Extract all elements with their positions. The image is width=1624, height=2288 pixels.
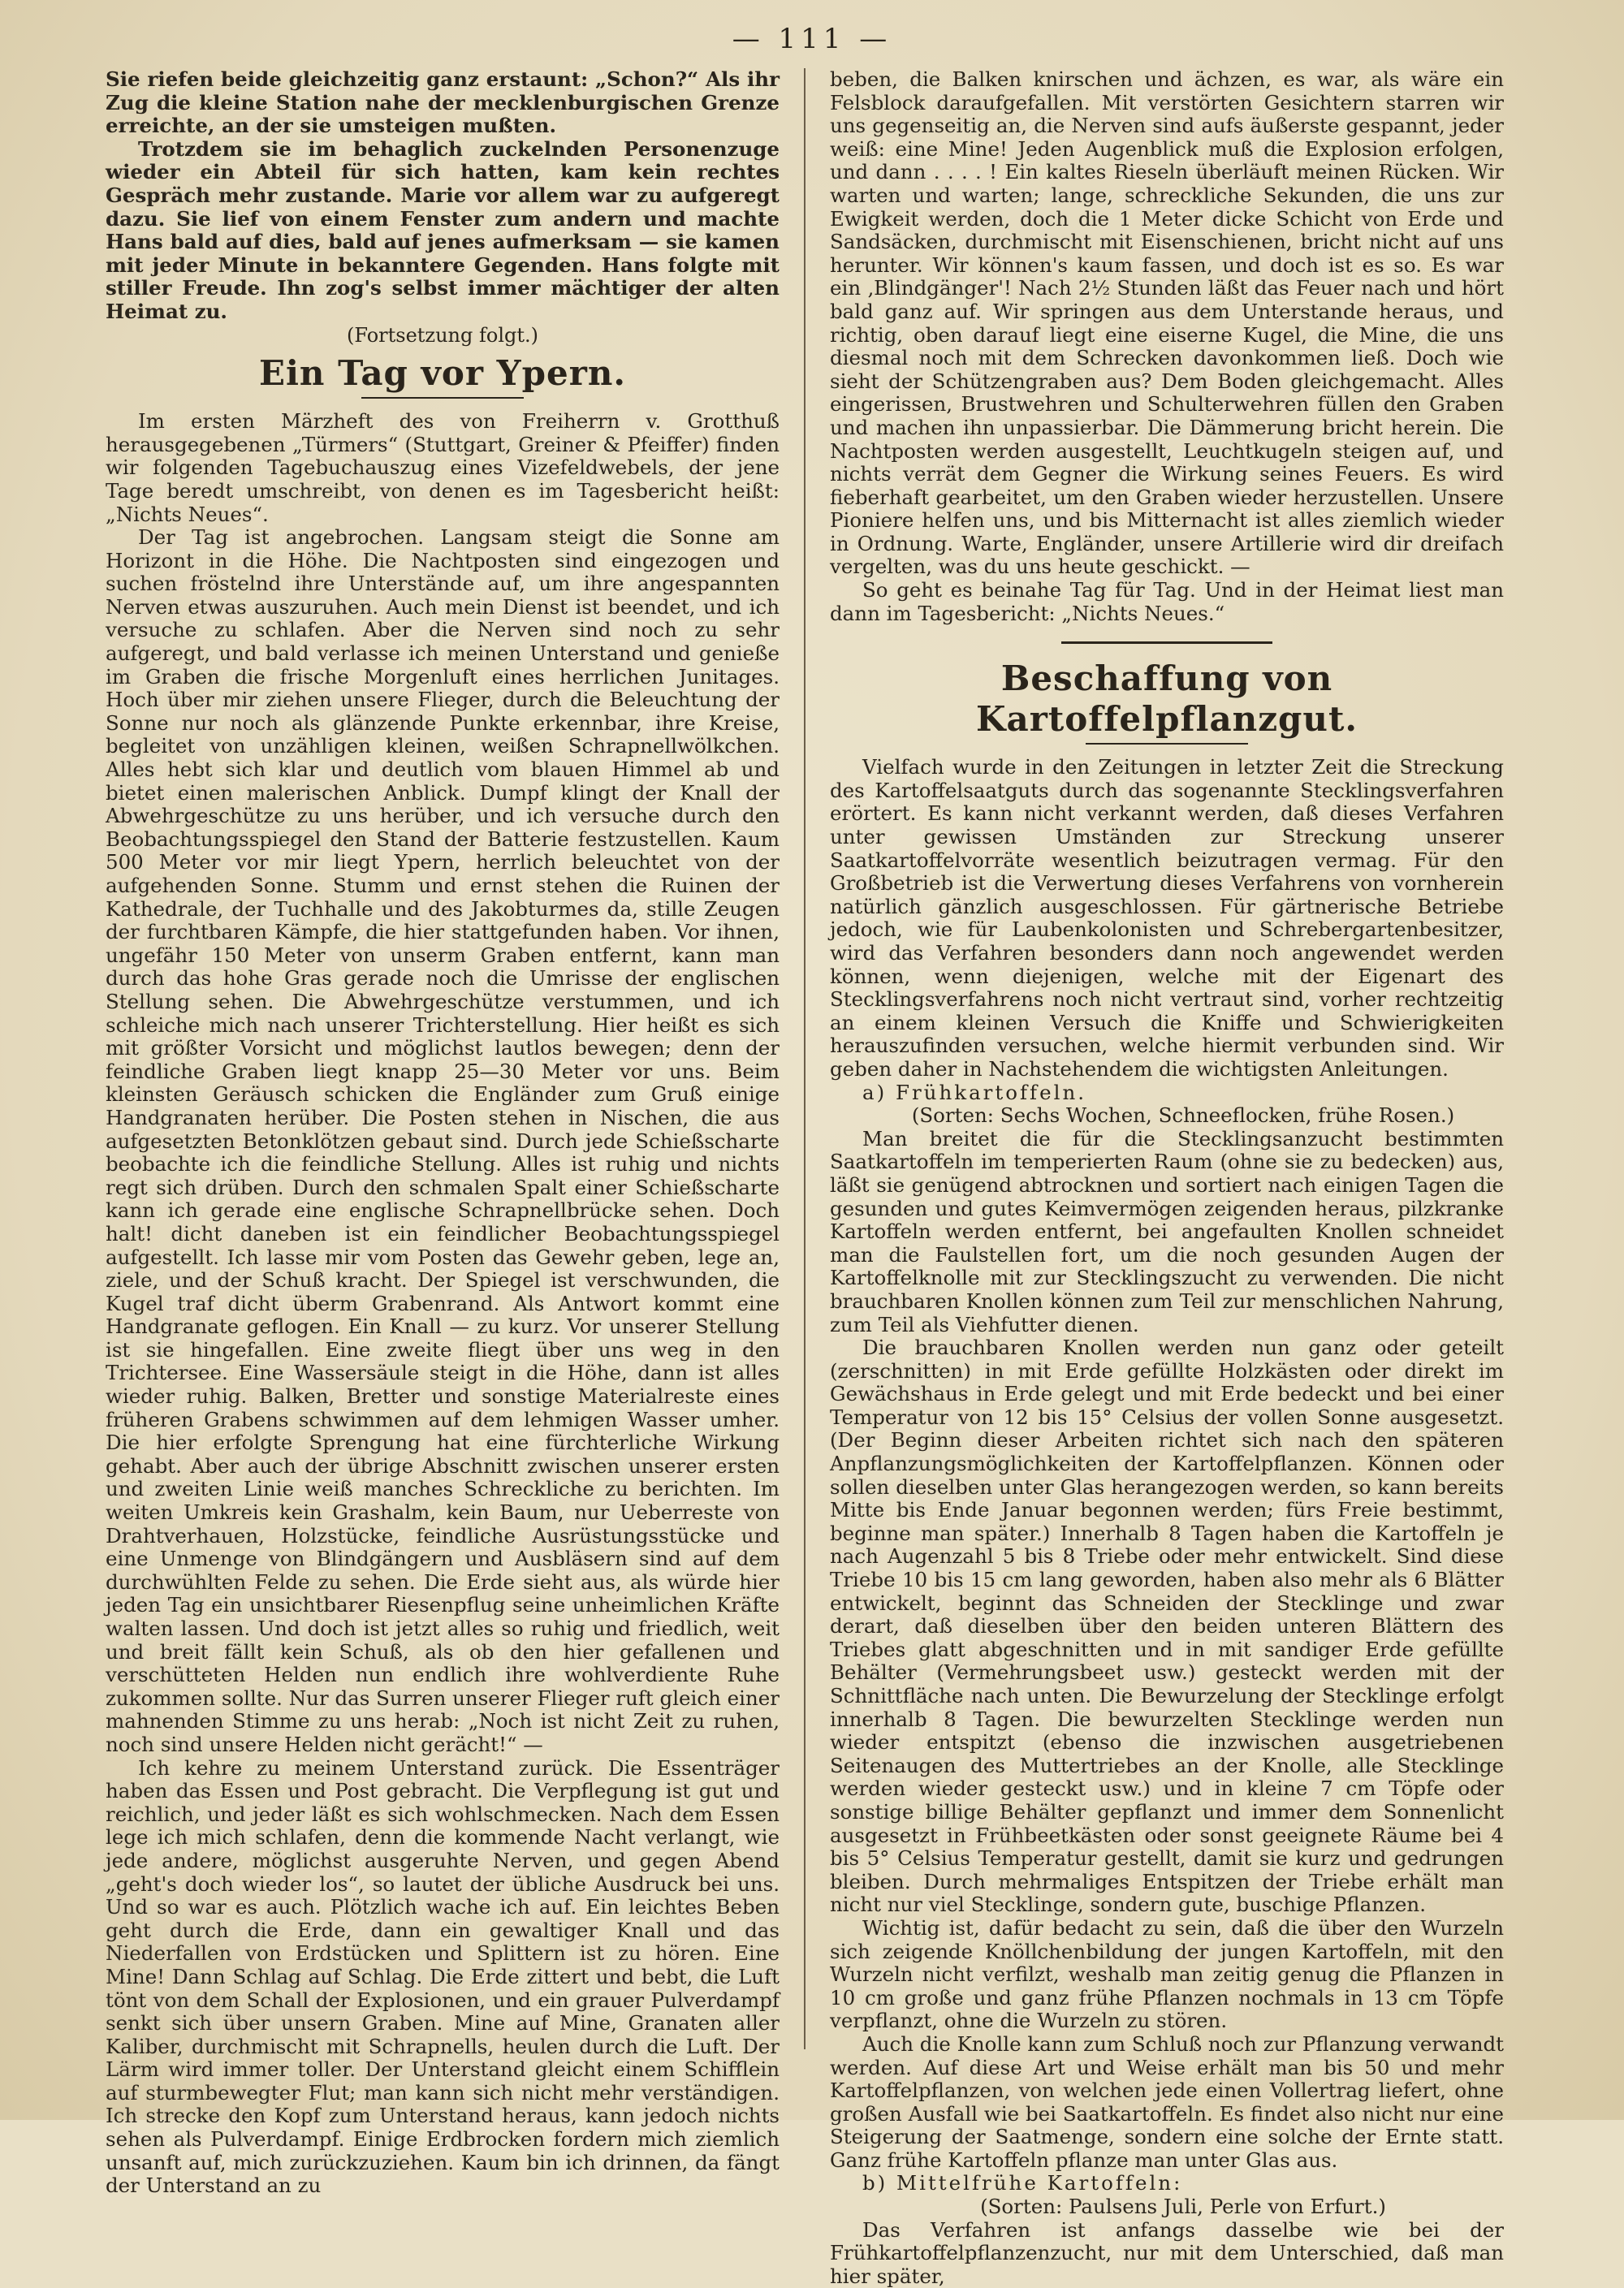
story-paragraph-1: Sie riefen beide gleichzeitig ganz erstaunt: „Schon?“ Als ihr Zug die kleine Station nahe der mecklenburgischen Grenze erreichte, an der sie umsteigen mußten. — [106, 67, 780, 138]
section-a-paragraph-2: Die brauchbaren Knollen werden nun ganz oder geteilt (zerschnitten) in mit Erde gefüllte Holzkästen oder direkt im Gewächshaus in Erde gelegt und mit Erde bedeckt und bei einer Temperatur von 12 bis 15° Celsius der vollen Sonne ausgesetzt. (Der Beginn dieser Arbeiten richtet sich nach den späteren Anpflanzungsmöglichkeiten der Kartoffelpflanzen. Können oder sollen dieselben unter Glas herangezogen werden, so kann bereits Mitte bis Ende Januar begonnen werden; fürs Freie bestimmt, beginne man später.) Innerhalb 8 Tagen haben die Kartoffeln je nach Augenzahl 5 bis 8 Triebe oder mehr entwickelt. Sind diese Triebe 10 bis 15 cm lang geworden, haben also mehr als 6 Blätter entwickelt, beginnt das Schneiden der Stecklinge und zwar derart, daß dieselben über den beiden unteren Blättern des Triebes glatt abgeschnitten und in mit sandiger Erde gefüllte Behälter (Vermehrungsbeet usw.) gesteckt werden mit der Schnittfläche nach unten. Die Bewurzelung der Stecklinge erfolgt innerhalb 8 Tagen. Die bewurzelten Stecklinge werden nun wieder entspitzt (ebenso die inzwischen ausgetriebenen Seitenaugen des Muttertriebes an der Knolle, alle Stecklinge werden wieder gesteckt usw.) und in kleine 7 cm Töpfe oder sonstige billige Behälter gepflanzt und immer dem Sonnenlicht ausgesetzt in Frühbeetkästen oder sonst geeignete Räume bei 4 bis 5° Celsius Temperatur gestellt, damit sie kurz und gedrungen bleiben. Durch mehrmaliges Entspitzen der Triebe erhält man nicht nur viel Stecklinge, sondern gute, buschige Pflanzen. — [830, 1336, 1504, 1917]
right-column — [830, 68, 1504, 2288]
ypern-closing: So geht es beinahe Tag für Tag. Und in der Heimat liest man dann im Tagesbericht: „Nichts Neues.“ — [830, 578, 1504, 625]
story-paragraph-2: Trotzdem sie im behaglich zuckelnden Personenzuge wieder ein Abteil für sich hatten, kam kein rechtes Gespräch mehr zustande. Marie vor allem war zu aufgeregt dazu. Sie lief von einem Fenster zum andern und machte Hans bald auf dies, bald auf jenes aufmerksam — sie kamen mit jeder Minute in bekanntere Gegenden. Hans folgte mit stiller Freude. Ihn zog's selbst immer mächtiger der alten Heimat zu. — [106, 136, 780, 323]
section-b-heading: b) Mittelfrühe Kartoffeln: — [862, 2171, 1183, 2195]
article-separator — [1061, 641, 1272, 644]
column-divider — [804, 68, 806, 2049]
title-divider — [361, 397, 524, 399]
ypern-paragraph-2: Ich kehre zu meinem Unterstand zurück. Die Essenträger haben das Essen und Post gebracht. Die Verpflegung ist gut und reichlich, und jeder läßt es sich wohlschmecken. Nach dem Essen lege ich mich schlafen, denn die kommende Nacht verlangt, wie jede andere, möglichst ausgeruhte Nerven, und gegen Abend „geht's doch wieder los“, so lautet der übliche Ausdruck bei uns. Und so war es auch. Plötzlich wache ich auf. Ein leichtes Beben geht durch die Erde, dann ein gewaltiger Knall und das Niederfallen von Erdstücken und Splittern ist zu hören. Eine Mine! Dann Schlag auf Schlag. Die Erde zittert und bebt, die Luft tönt von dem Schall der Explosionen, und ein grauer Pulverdampf senkt sich über unsern Graben. Mine auf Mine, Granaten aller Kaliber, durchmischt mit Schrapnells, heulen durch die Luft. Der Lärm wird immer toller. Der Unterstand gleicht einem Schifflein auf sturmbewegter Flut; man kann sich nicht mehr verständigen. Ich strecke den Kopf zum Unterstand heraus, kann jedoch nichts sehen als Pulverdampf. Einige Erdbrocken fordern mich ziemlich unsanft auf, mich zurückzuziehen. Kaum bin ich drinnen, da fängt der Unterstand an zu — [106, 1755, 780, 2198]
section-a-heading: a) Frühkartoffeln. — [862, 1080, 1087, 1104]
section-b-paragraph-1: Das Verfahren ist anfangs dasselbe wie bei der Frühkartoffelpflanzenzucht, nur mit dem Unterschied, daß man hier später, — [830, 2217, 1504, 2288]
article-title-kartoffel: Beschaffung von Kartoffelpflanzgut. — [976, 658, 1358, 740]
ypern-continuation: beben, die Balken knirschen und ächzen, es war, als wäre ein Felsblock daraufgefallen. Mit verstörten Gesichtern starren wir uns gegenseitig an, die Nerven sind aufs äußerste gespannt, jeder weiß: eine Mine! Jeden Augenblick muß die Explosion erfolgen, und dann . . . . ! Ein kaltes Rieseln überläuft meinen Rücken. Wir warten und warten; lange, schreckliche Sekunden, die uns zur Ewigkeit werden, doch die 1 Meter dicke Schicht von Erde und Sandsäcken, durchmischt mit Eisenschienen, bricht nicht auf uns herunter. Wir können's kaum fassen, und doch ist es so. Es war ein ‚Blindgänger'! Nach 2½ Stunden läßt das Feuer nach und hört bald ganz auf. Wir springen aus dem Unterstande heraus, und richtig, oben darauf liegt eine eiserne Kugel, die Mine, die uns diesmal noch mit dem Schrecken davonkommen ließ. Doch wie sieht der Schützengraben aus? Dem Boden gleichgemacht. Alles eingerissen, Brustwehren und Schulterwehren füllen den Graben und machen ihn unpassierbar. Die Dämmerung bricht herein. Die Nachtposten werden ausgestellt, Leuchtkugeln steigen auf, und nichts verrät dem Gegner die Wirkung seines Feuers. Es wird fieberhaft gearbeitet, um den Graben wieder herzustellen. Unsere Pioniere helfen uns, und bis Mitternacht ist alles ziemlich wieder in Ordnung. Warte, Engländer, unsere Artillerie wird dir dreifach vergelten, was du uns heute geschickt. — — [830, 67, 1504, 579]
ypern-paragraph-1: Der Tag ist angebrochen. Langsam steigt die Sonne am Horizont in die Höhe. Die Nachtposten sind eingezogen und suchen fröstelnd ihre Unterstände auf, um ihre angespannten Nerven etwas auszuruhen. Auch mein Dienst ist beendet, und ich versuche zu schlafen. Aber die Nerven sind noch zu sehr aufgeregt, und bald verlasse ich meinen Unterstand und genieße im Graben die frische Morgenluft eines herrlichen Junitages. Hoch über mir ziehen unsere Flieger, durch die Beleuchtung der Sonne nur noch als glänzende Punkte erkennbar, ihre Kreise, begleitet von unzähligen kleinen, weißen Schrapnellwölkchen. Alles hebt sich klar und deutlich vom blauen Himmel ab und bietet einen malerischen Anblick. Dumpf klingt der Knall der Abwehrgeschütze zu uns herüber, und ich versuche durch den Beobachtungsspiegel den Stand der Batterie festzustellen. Kaum 500 Meter vor mir liegt Ypern, herrlich beleuchtet von der aufgehenden Sonne. Stumm und ernst stehen die Ruinen der Kathedrale, der Tuchhalle und des Jakobturmes da, stille Zeugen der furchtbaren Kämpfe, die hier stattgefunden haben. Vor ihnen, ungefähr 150 Meter von unserm Graben entfernt, kann man durch das hohe Gras gerade noch die Umrisse der englischen Stellung sehen. Die Abwehrgeschütze verstummen, und ich schleiche mich nach unserer Trichterstellung. Hier heißt es sich mit größter Vorsicht und möglichst lautlos bewegen; denn der feindliche Graben liegt knapp 25—30 Meter vor uns. Beim kleinsten Geräusch schicken die Engländer zum Gruß einige Handgranaten herüber. Die Posten stehen in Nischen, die aus aufgesetzten Betonklötzen gebaut sind. Durch jede Schießscharte beobachte ich die feindliche Stellung. Alles ist ruhig und nichts regt sich drüben. Durch den schmalen Spalt einer Schießscharte kann ich gerade eine englische Schrapnellbrücke sehen. Doch halt! dicht daneben ist ein feindlicher Beobachtungsspiegel aufgestellt. Ich lasse mir vom Posten das Gewehr geben, lege an, ziele, und der Schuß kracht. Der Spiegel ist verschwunden, die Kugel traf dicht überm Grabenrand. Als Antwort kommt eine Handgranate geflogen. Ein Knall — zu kurz. Vor unserer Stellung ist sie hingefallen. Eine zweite fliegt über uns weg in den Trichtersee. Eine Wassersäule steigt in die Höhe, dann ist alles wieder ruhig. Balken, Bretter und sonstige Materialreste eines früheren Grabens schwimmen auf dem lehmigen Wasser umher. Die hier erfolgte Sprengung hat eine fürchterliche Wirkung gehabt. Aber auch der übrige Abschnitt zwischen unserer ersten und zweiten Linie weiß manches Schreckliche zu berichten. Im weiten Umkreis kein Grashalm, kein Baum, nur Ueberreste von Drahtverhauen, Holzstücke, feindliche Ausrüstungsstücke und eine Unmenge von Blindgängern und Ausbläsern sind auf dem durchwühlten Felde zu sehen. Die Erde sieht aus, als würde hier jeden Tag ein unsichtbarer Riesenpflug seine unheimlichen Kräfte walten lassen. Und doch ist jetzt alles so ruhig und friedlich, weit und breit fällt kein Schuß, als ob den hier gefallenen und verschütteten Helden nun endlich ihre wohlverdiente Ruhe zukommen sollte. Nur das Surren unserer Flieger ruft gleich einer mahnenden Stimme zu uns herab: „Noch ist nicht Zeit zu ruhen, noch sind unsere Helden nicht gerächt!“ — — [106, 525, 780, 1756]
section-a-paragraph-1: Man breitet die für die Stecklingsanzucht bestimmten Saatkartoffeln im temperierten Raum (ohne sie zu bedecken) aus, läßt sie genügend abtrocknen und sortiert nach einigen Tagen die gesunden und gutes Keimvermögen zeigenden heraus, pilzkranke Kartoffeln werden entfernt, bei angefaulten Knollen schneidet man die Faulstellen fort, um die noch gesunden Augen der Kartoffelknolle mit zur Stecklingszucht zu verwenden. Die nicht brauchbaren Knollen können zum Teil zur menschlichen Nahrung, zum Teil als Viehfutter dienen. — [830, 1126, 1504, 1336]
section-a-paragraph-3: Wichtig ist, dafür bedacht zu sein, daß die über den Wurzeln sich zeigende Knöllchenbildung der jungen Kartoffeln, mit den Wurzeln nicht verfilzt, weshalb man zeitig genug die Pflanzen in 10 cm große und ganz frühe Pflanzen nochmals in 13 cm Töpfe verpflanzt, ohne die Wurzeln zu stören. — [830, 1915, 1504, 2033]
ypern-intro: Im ersten Märzheft des von Freiherrn v. Grotthuß herausgegebenen „Türmers“ (Stuttgart, Greiner & Pfeiffer) finden wir folgenden Tagebuchauszug eines Vizefeldwebels, der jene Tage beredt umschreibt, von denen es im Tagesbericht heißt: „Nichts Neues“. — [106, 409, 780, 526]
page-number: — 111 — — [732, 23, 892, 55]
section-b-sorts: (Sorten: Paulsens Juli, Perle von Erfurt.) — [980, 2195, 1386, 2219]
article-title-ypern: Ein Tag vor Ypern. — [258, 353, 627, 394]
section-a-paragraph-4: Auch die Knolle kann zum Schluß noch zur Pflanzung verwandt werden. Auf diese Art und Weise erhält man bis 50 und mehr Kartoffelpflanzen, von welchen jede einen Vollertrag liefert, ohne großen Ausfall wie bei Saatkartoffeln. Es findet also nicht nur eine Steigerung der Saatmenge, sondern eine solche der Ernte statt. Ganz frühe Kartoffeln pflanze man unter Glas aus. — [830, 2031, 1505, 2172]
continuation-note: (Fortsetzung folgt.) — [347, 323, 538, 347]
section-a-sorts: (Sorten: Sechs Wochen, Schneeflocken, frühe Rosen.) — [911, 1103, 1455, 1128]
kartoffel-intro: Vielfach wurde in den Zeitungen in letzter Zeit die Streckung des Kartoffelsaatguts durch das sogenannte Stecklingsverfahren erörtert. Es kann nicht verkannt werden, daß dieses Verfahren unter gewissen Umständen zur Streckung unserer Saatkartoffelvorräte wesentlich beizutragen vermag. Für den Großbetrieb ist die Verwertung dieses Verfahrens von vornherein natürlich gänzlich ausgeschlossen. Für gärtnerische Betriebe jedoch, wie für Laubenkolonisten und Schrebergartenbesitzer, wird das Verfahren besonders dann noch angewendet werden können, wenn diejenigen, welche mit der Eigenart des Stecklingsverfahrens noch nicht vertraut sind, vorher rechtzeitig an einem kleinen Versuch die Kniffe und Schwierigkeiten herauszufinden versuchen, welche hiermit verbunden sind. Wir geben daher in Nachstehendem die wichtigsten Anleitungen. — [830, 755, 1504, 1081]
title-divider — [1086, 743, 1248, 745]
left-column — [106, 68, 780, 2198]
